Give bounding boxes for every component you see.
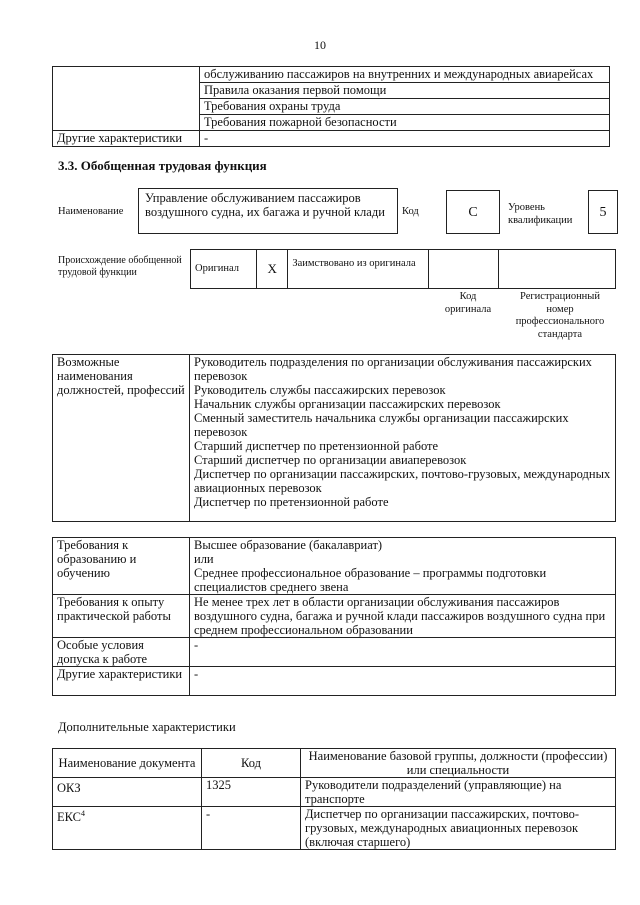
- position-item: Диспетчер по претензионной работе: [194, 495, 389, 509]
- position-item: Начальник службы организации пассажирских перевозок: [194, 397, 501, 411]
- other-characteristics-value: -: [200, 131, 610, 147]
- doc-name: ЕКС: [57, 810, 81, 825]
- level-label: Уровень квалификации: [508, 202, 573, 226]
- original-label: Оригинал: [191, 250, 257, 289]
- additional-title: Дополнительные характеристики: [58, 720, 236, 734]
- header-document: Наименование документа: [53, 749, 202, 778]
- reg-number-caption: Регистрационный номер профессионального стандарта: [515, 291, 605, 340]
- doc-cell: [53, 807, 202, 850]
- name-label: Наименование: [58, 206, 124, 217]
- requirements-table: [52, 537, 616, 696]
- education-line: или: [194, 552, 214, 566]
- top-table-row: Требования пожарной безопасности: [200, 115, 610, 131]
- header-name: Наименование базовой группы, должности (профессии) или специальности: [301, 749, 616, 778]
- code-cell: -: [202, 807, 301, 850]
- positions-table: [52, 354, 616, 522]
- doc-cell: [53, 778, 202, 807]
- top-table-row: Требования охраны труда: [200, 99, 610, 115]
- other-characteristics-label: Другие характеристики: [53, 131, 200, 147]
- code-label: Код: [402, 206, 419, 217]
- education-label: Требования к образованию и обучению: [53, 538, 190, 595]
- code-cell: 1325: [202, 778, 301, 807]
- borrowed-label: Заимствовано из оригинала: [288, 250, 429, 289]
- other-characteristics-value: -: [190, 667, 616, 696]
- code-original-caption: Код оригинала: [444, 291, 492, 315]
- top-table: [52, 66, 610, 147]
- top-table-empty-cell: [53, 67, 200, 131]
- special-conditions-value: -: [190, 638, 616, 667]
- table-row: [53, 807, 616, 850]
- code-original-cell: [429, 250, 499, 289]
- experience-label: Требования к опыту практической работы: [53, 595, 190, 638]
- position-item: Руководитель службы пассажирских перевозок: [194, 383, 446, 397]
- doc-name: ОКЗ: [57, 781, 81, 796]
- positions-label: Возможные наименования должностей, профессий: [53, 355, 190, 522]
- education-line: Высшее образование (бакалавриат): [194, 538, 383, 552]
- position-item: Диспетчер по организации пассажирских, почтово-грузовых, международных авиационных перевозок: [194, 467, 611, 495]
- position-item: Руководитель подразделения по организации обслуживания пассажирских перевозок: [194, 355, 592, 383]
- table-row: [53, 778, 616, 807]
- header-code: Код: [202, 749, 301, 778]
- special-conditions-label: Особые условия допуска к работе: [53, 638, 190, 667]
- doc-footnote: 4: [81, 809, 85, 818]
- original-mark: X: [256, 250, 287, 289]
- top-table-row: обслуживанию пассажиров на внутренних и международных авиарейсах: [200, 67, 610, 83]
- education-line: Среднее профессиональное образование – программы подготовки специалистов среднего звена: [194, 566, 547, 594]
- origin-label: Происхождение обобщенной трудовой функции: [58, 255, 182, 278]
- reg-number-cell: [499, 250, 616, 289]
- origin-table: [190, 249, 616, 289]
- top-table-row: Правила оказания первой помощи: [200, 83, 610, 99]
- other-characteristics-label: Другие характеристики: [53, 667, 190, 696]
- function-code-value: C: [446, 190, 500, 234]
- education-value: [190, 538, 616, 595]
- section-title: 3.3. Обобщенная трудовая функция: [58, 158, 267, 173]
- level-value: 5: [588, 190, 618, 234]
- position-item: Сменный заместитель начальника службы организации пассажирских перевозок: [194, 411, 569, 439]
- positions-list: [190, 355, 616, 522]
- experience-value: Не менее трех лет в области организации обслуживания пассажиров воздушного судна, багажа и ручной клади пассажиров воздушного судна при среднем профессиональном образовании: [190, 595, 616, 638]
- additional-table: [52, 748, 616, 850]
- name-cell: Руководители подразделений (управляющие) на транспорте: [301, 778, 616, 807]
- position-item: Старший диспетчер по претензионной работе: [194, 439, 439, 453]
- position-item: Старший диспетчер по организации авиаперевозок: [194, 453, 467, 467]
- page-number: 10: [314, 38, 326, 52]
- name-cell: Диспетчер по организации пассажирских, почтово-грузовых, международных авиационных перевозок (включая старшего): [301, 807, 616, 850]
- function-name-value: Управление обслуживанием пассажиров воздушного судна, их багажа и ручной клади: [138, 188, 398, 234]
